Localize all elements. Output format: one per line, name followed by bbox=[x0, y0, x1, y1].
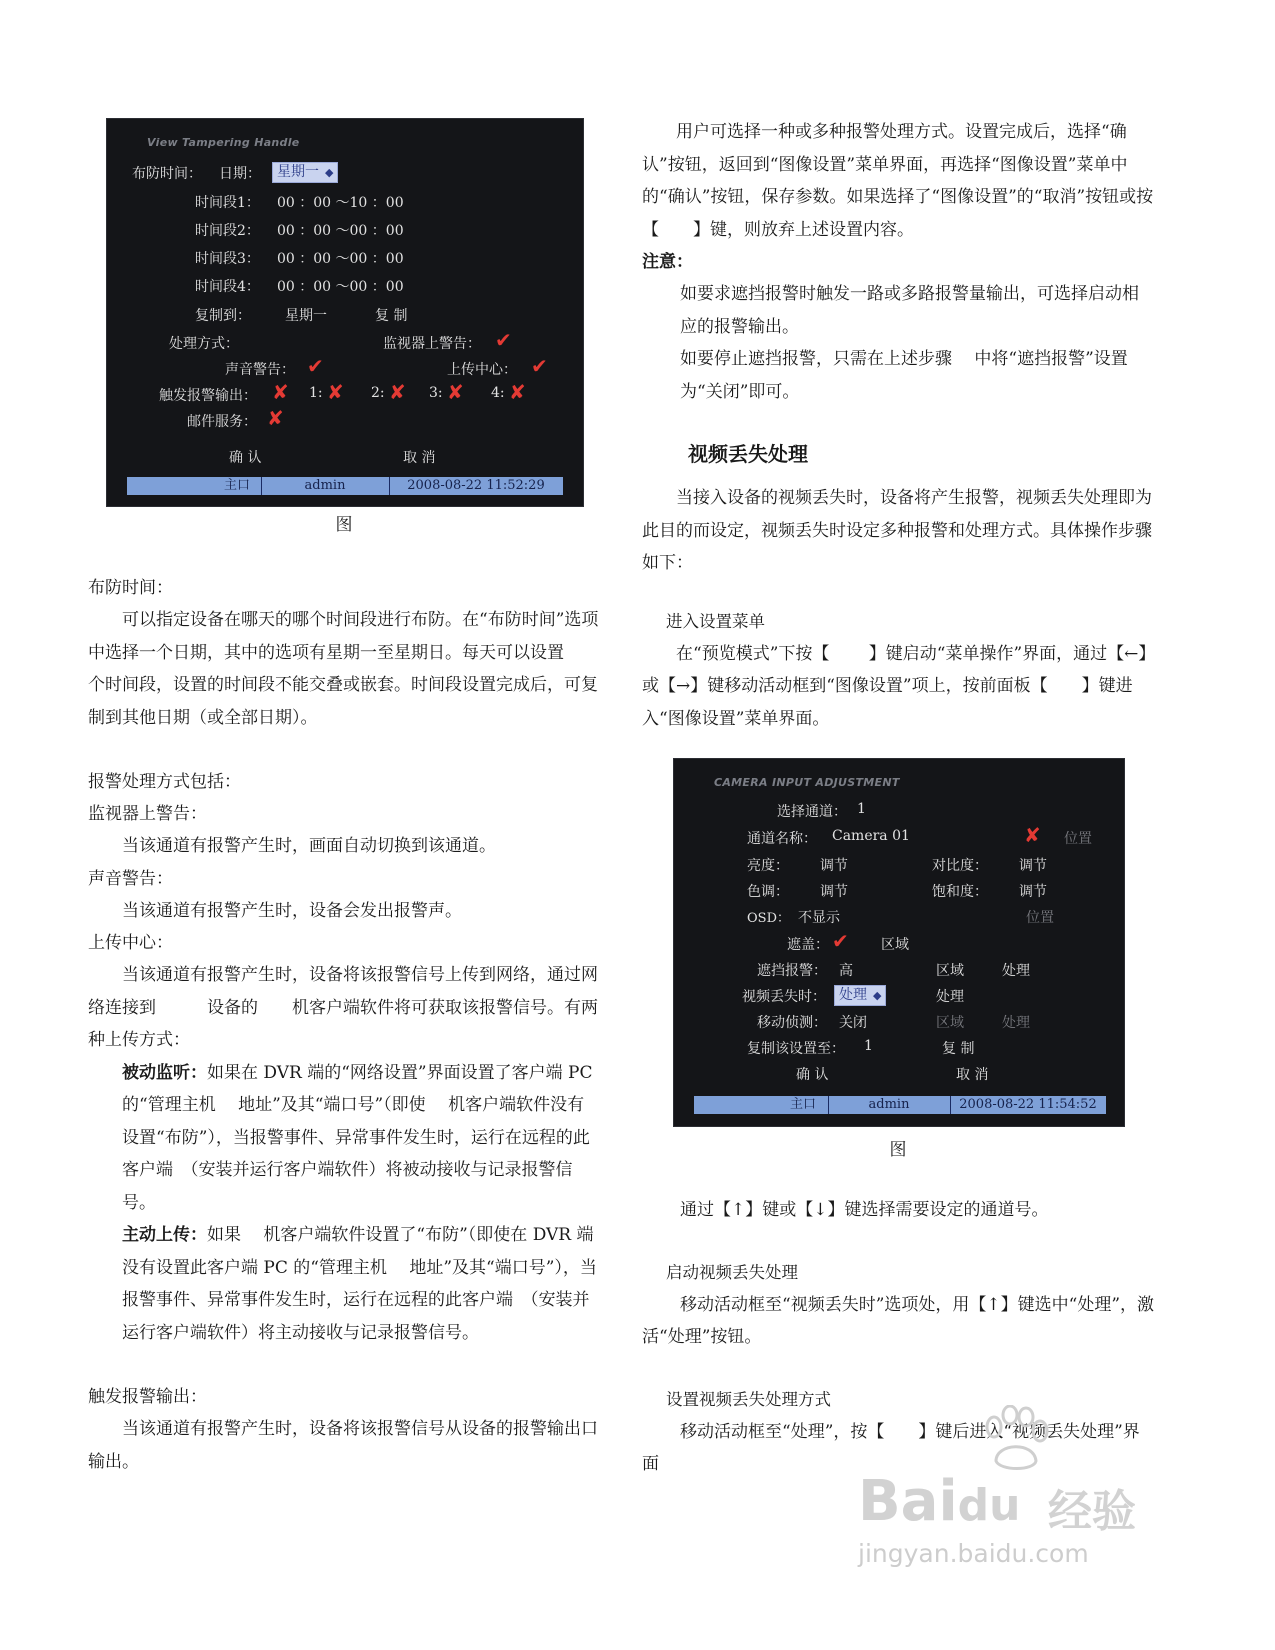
output-2-label: 2: bbox=[371, 385, 385, 401]
videoloss-handle-button[interactable]: 处理 bbox=[936, 989, 964, 1005]
passive-text: 如果在 DVR 端的“网络设置”界面设置了客户端 PC 的“管理主机 地址”及其“端口号”（即使 机客户端软件没有设置“布防”），当报警事件、异常事件发生时，运行在远程的此客户端 （安装并运行客户端软件）将被动接收与记录报警信号。 bbox=[122, 1062, 593, 1213]
enter-menu-heading: 进入设置菜单 bbox=[666, 611, 765, 631]
mask-check-icon[interactable]: ✔ bbox=[832, 929, 849, 953]
baidu-jingyan-watermark bbox=[858, 1405, 1148, 1568]
active-text: 如果 机客户端软件设置了“布防”（即使在 DVR 端没有设置此客户端 PC 的“管理主机 地址”及其“端口号”），当报警事件、异常事件发生时，运行在远程的此客户端 （安装并运行客户端软件）将主动接收与记录报警信号。 bbox=[122, 1225, 597, 1343]
active-label: 主动上传： bbox=[122, 1225, 207, 1245]
schedule-label: 布防时间： bbox=[132, 166, 202, 182]
tamper-value[interactable]: 高 bbox=[839, 963, 853, 979]
sound-paragraph: 当该通道有报警产生时，设备会发出报警声。 bbox=[122, 900, 462, 921]
cancel-button[interactable]: 取 消 bbox=[403, 450, 436, 466]
paw-icon bbox=[976, 1405, 1056, 1475]
osd-label: OSD： bbox=[747, 911, 790, 926]
name-position-cross-icon[interactable]: ✘ bbox=[1024, 823, 1041, 847]
motion-label: 移动侦测： bbox=[757, 1015, 827, 1031]
copy-to-label: 复制到： bbox=[195, 308, 251, 324]
period-3-label: 时间段3： bbox=[195, 251, 260, 267]
channel-label: 选择通道： bbox=[777, 804, 847, 820]
trigger-output-cross-icon[interactable]: ✘ bbox=[272, 380, 289, 404]
brightness-adjust-button[interactable]: 调节 bbox=[820, 858, 848, 874]
cancel-button[interactable]: 取 消 bbox=[956, 1067, 989, 1083]
status-port: 主口 bbox=[789, 1097, 816, 1112]
date-label: 日期： bbox=[219, 166, 261, 182]
method-heading: 设置视频丢失处理方式 bbox=[666, 1389, 831, 1409]
osd-value[interactable]: 不显示 bbox=[798, 910, 840, 926]
copy-settings-label: 复制该设置至： bbox=[747, 1041, 845, 1057]
method-paragraph: 移动活动框至“处理”，按【 】键后进入“视频丢失处理”界面 bbox=[642, 1421, 1140, 1474]
mask-area-button[interactable]: 区域 bbox=[881, 937, 909, 953]
sound-warning-check-icon[interactable]: ✔ bbox=[307, 354, 324, 378]
monitor-paragraph: 当该通道有报警产生时，画面自动切换到该通道。 bbox=[122, 836, 496, 856]
status-bar bbox=[694, 1096, 1106, 1114]
contrast-adjust-button[interactable]: 调节 bbox=[1019, 858, 1047, 874]
upload-center-label: 上传中心： bbox=[447, 362, 517, 378]
brightness-label: 亮度： bbox=[747, 858, 789, 874]
watermark-brand: Baidu bbox=[858, 1469, 1021, 1534]
note-label: 注意： bbox=[642, 252, 693, 272]
upload-center-check-icon[interactable]: ✔ bbox=[531, 354, 548, 378]
period-1-value[interactable]: 00 ：00 ～10 ：00 bbox=[277, 195, 404, 211]
channel-value[interactable]: 1 bbox=[857, 801, 866, 817]
tamper-label: 遮挡报警： bbox=[757, 963, 827, 979]
hue-label: 色调： bbox=[747, 884, 789, 900]
monitor-warning-label: 监视器上警告： bbox=[383, 336, 481, 352]
note-1: 如要求遮挡报警时触发一路或多路报警量输出，可选择启动相应的报警输出。 bbox=[680, 284, 1139, 337]
period-2-label: 时间段2： bbox=[195, 223, 260, 239]
videoloss-label: 视频丢失时： bbox=[742, 989, 826, 1005]
output-3-label: 3: bbox=[429, 385, 443, 401]
passive-label: 被动监听： bbox=[122, 1062, 207, 1083]
output-1-cross-icon[interactable]: ✘ bbox=[327, 380, 344, 404]
copy-to-select[interactable]: 星期一 bbox=[285, 308, 327, 324]
note-2: 如要停止遮挡报警，只需在上述步骤 中将“遮挡报警”设置为“关闭”即可。 bbox=[680, 349, 1128, 402]
copy-button[interactable]: 复 制 bbox=[942, 1041, 975, 1057]
period-4-label: 时间段4： bbox=[195, 279, 260, 295]
status-user: admin bbox=[868, 1097, 910, 1112]
status-port: 主口 bbox=[223, 478, 250, 493]
period-4-value[interactable]: 00 ：00 ～00 ：00 bbox=[277, 279, 404, 295]
trigger-paragraph: 当该通道有报警产生时，设备将该报警信号从设备的报警输出口输出。 bbox=[88, 1419, 598, 1472]
watermark-url: jingyan.baidu.com bbox=[858, 1539, 1089, 1568]
status-user: admin bbox=[304, 478, 346, 493]
view-tampering-screenshot bbox=[106, 118, 584, 507]
name-value[interactable]: Camera 01 bbox=[832, 828, 910, 844]
camera-input-adjustment-screenshot bbox=[673, 758, 1125, 1127]
trigger-output-label: 触发报警输出： bbox=[159, 388, 257, 404]
left-column bbox=[88, 572, 600, 1478]
active-paragraph bbox=[88, 1219, 600, 1349]
select-paragraph: 用户可选择一种或多种报警处理方式。设置完成后，选择“确认”按钮，返回到“图像设置”菜单界面，再选择“图像设置”菜单中的“确认”按钮，保存参数。如果选择了“图像设置”的“取消”按钮或按【 】键，则放弃上述设置内容。 bbox=[642, 122, 1154, 240]
channel-paragraph: 通过【↑】键或【↓】键选择需要设定的通道号。 bbox=[680, 1200, 1049, 1220]
monitor-heading: 监视器上警告： bbox=[88, 804, 207, 824]
videoloss-paragraph: 当接入设备的视频丢失时，设备将产生报警，视频丢失处理即为此目的而设定，视频丢失时设定多种报警和处理方式。具体操作步骤如下： bbox=[642, 488, 1152, 573]
email-service-label: 邮件服务： bbox=[187, 414, 257, 430]
name-position-button[interactable]: 位置 bbox=[1064, 831, 1092, 847]
name-label: 通道名称： bbox=[747, 831, 817, 847]
period-2-value[interactable]: 00 ：00 ～00 ：00 bbox=[277, 223, 404, 239]
saturation-label: 饱和度： bbox=[932, 884, 988, 900]
motion-value[interactable]: 关闭 bbox=[839, 1015, 867, 1031]
tamper-handle-button[interactable]: 处理 bbox=[1002, 963, 1030, 979]
hue-adjust-button[interactable]: 调节 bbox=[820, 884, 848, 900]
copy-settings-value[interactable]: 1 bbox=[864, 1038, 873, 1054]
osd-position-button[interactable]: 位置 bbox=[1026, 910, 1054, 926]
handle-label: 处理方式： bbox=[169, 336, 239, 352]
output-2-cross-icon[interactable]: ✘ bbox=[389, 380, 406, 404]
output-3-cross-icon[interactable]: ✘ bbox=[447, 380, 464, 404]
motion-area-button[interactable]: 区域 bbox=[936, 1015, 964, 1031]
motion-handle-button[interactable]: 处理 bbox=[1002, 1015, 1030, 1031]
right-column-top bbox=[642, 116, 1154, 735]
monitor-warning-check-icon[interactable]: ✔ bbox=[495, 328, 512, 352]
period-1-label: 时间段1： bbox=[195, 195, 260, 211]
sound-warning-label: 声音警告： bbox=[225, 362, 295, 378]
status-datetime: 2008-08-22 11:52:29 bbox=[407, 478, 545, 493]
figure2-caption: 图 bbox=[889, 1140, 907, 1160]
contrast-label: 对比度： bbox=[932, 858, 988, 874]
enable-paragraph: 移动活动框至“视频丢失时”选项处，用【↑】键选中“处理”，激活“处理”按钮。 bbox=[642, 1294, 1155, 1347]
schedule-paragraph: 可以指定设备在哪天的哪个时间段进行布防。在“布防时间”选项中选择一个日期，其中的选项有星期一至星期日。每天可以设置 个时间段，设置的时间段不能交叠或嵌套。时间段设置完成后，可复制到其他日期（或全部日期）。 bbox=[88, 610, 599, 728]
status-bar bbox=[127, 477, 563, 495]
videoloss-select[interactable]: 处理 ◆ bbox=[834, 985, 886, 1006]
trigger-heading: 触发报警输出： bbox=[88, 1387, 207, 1407]
ok-button[interactable]: 确 认 bbox=[229, 450, 262, 466]
upload-paragraph: 当该通道有报警产生时，设备将该报警信号上传到网络，通过网络连接到 设备的 机客户端软件将可获取该报警信号。有两种上传方式： bbox=[88, 965, 598, 1050]
copy-button[interactable]: 复 制 bbox=[375, 308, 408, 324]
status-datetime: 2008-08-22 11:54:52 bbox=[959, 1097, 1097, 1112]
upload-heading: 上传中心： bbox=[88, 933, 173, 953]
tamper-area-button[interactable]: 区域 bbox=[936, 963, 964, 979]
enter-menu-paragraph: 在“预览模式”下按【 】键启动“菜单操作”界面，通过【←】或【→】键移动活动框到“图像设置”项上，按前面板【 】键进入“图像设置”菜单界面。 bbox=[642, 643, 1147, 729]
figure1-caption: 图 bbox=[335, 515, 353, 535]
passive-paragraph bbox=[88, 1057, 600, 1220]
output-1-label: 1: bbox=[309, 385, 323, 401]
email-service-cross-icon[interactable]: ✘ bbox=[267, 406, 284, 430]
enable-heading: 启动视频丢失处理 bbox=[666, 1262, 798, 1282]
schedule-heading: 布防时间： bbox=[88, 578, 173, 598]
methods-heading: 报警处理方式包括： bbox=[88, 772, 241, 792]
videoloss-heading: 视频丢失处理 bbox=[688, 442, 808, 466]
screen-title: View Tampering Handle bbox=[147, 136, 300, 149]
ok-button[interactable]: 确 认 bbox=[796, 1067, 829, 1083]
sound-heading: 声音警告： bbox=[88, 868, 173, 889]
date-select[interactable]: 星期一 ◆ bbox=[272, 162, 338, 183]
output-4-label: 4: bbox=[491, 385, 505, 401]
mask-label: 遮盖： bbox=[787, 937, 829, 953]
output-4-cross-icon[interactable]: ✘ bbox=[509, 380, 526, 404]
saturation-adjust-button[interactable]: 调节 bbox=[1019, 884, 1047, 900]
screen-title: CAMERA INPUT ADJUSTMENT bbox=[714, 776, 900, 789]
watermark-cn: 经验 bbox=[1048, 1486, 1136, 1537]
period-3-value[interactable]: 00 ：00 ～00 ：00 bbox=[277, 251, 404, 267]
